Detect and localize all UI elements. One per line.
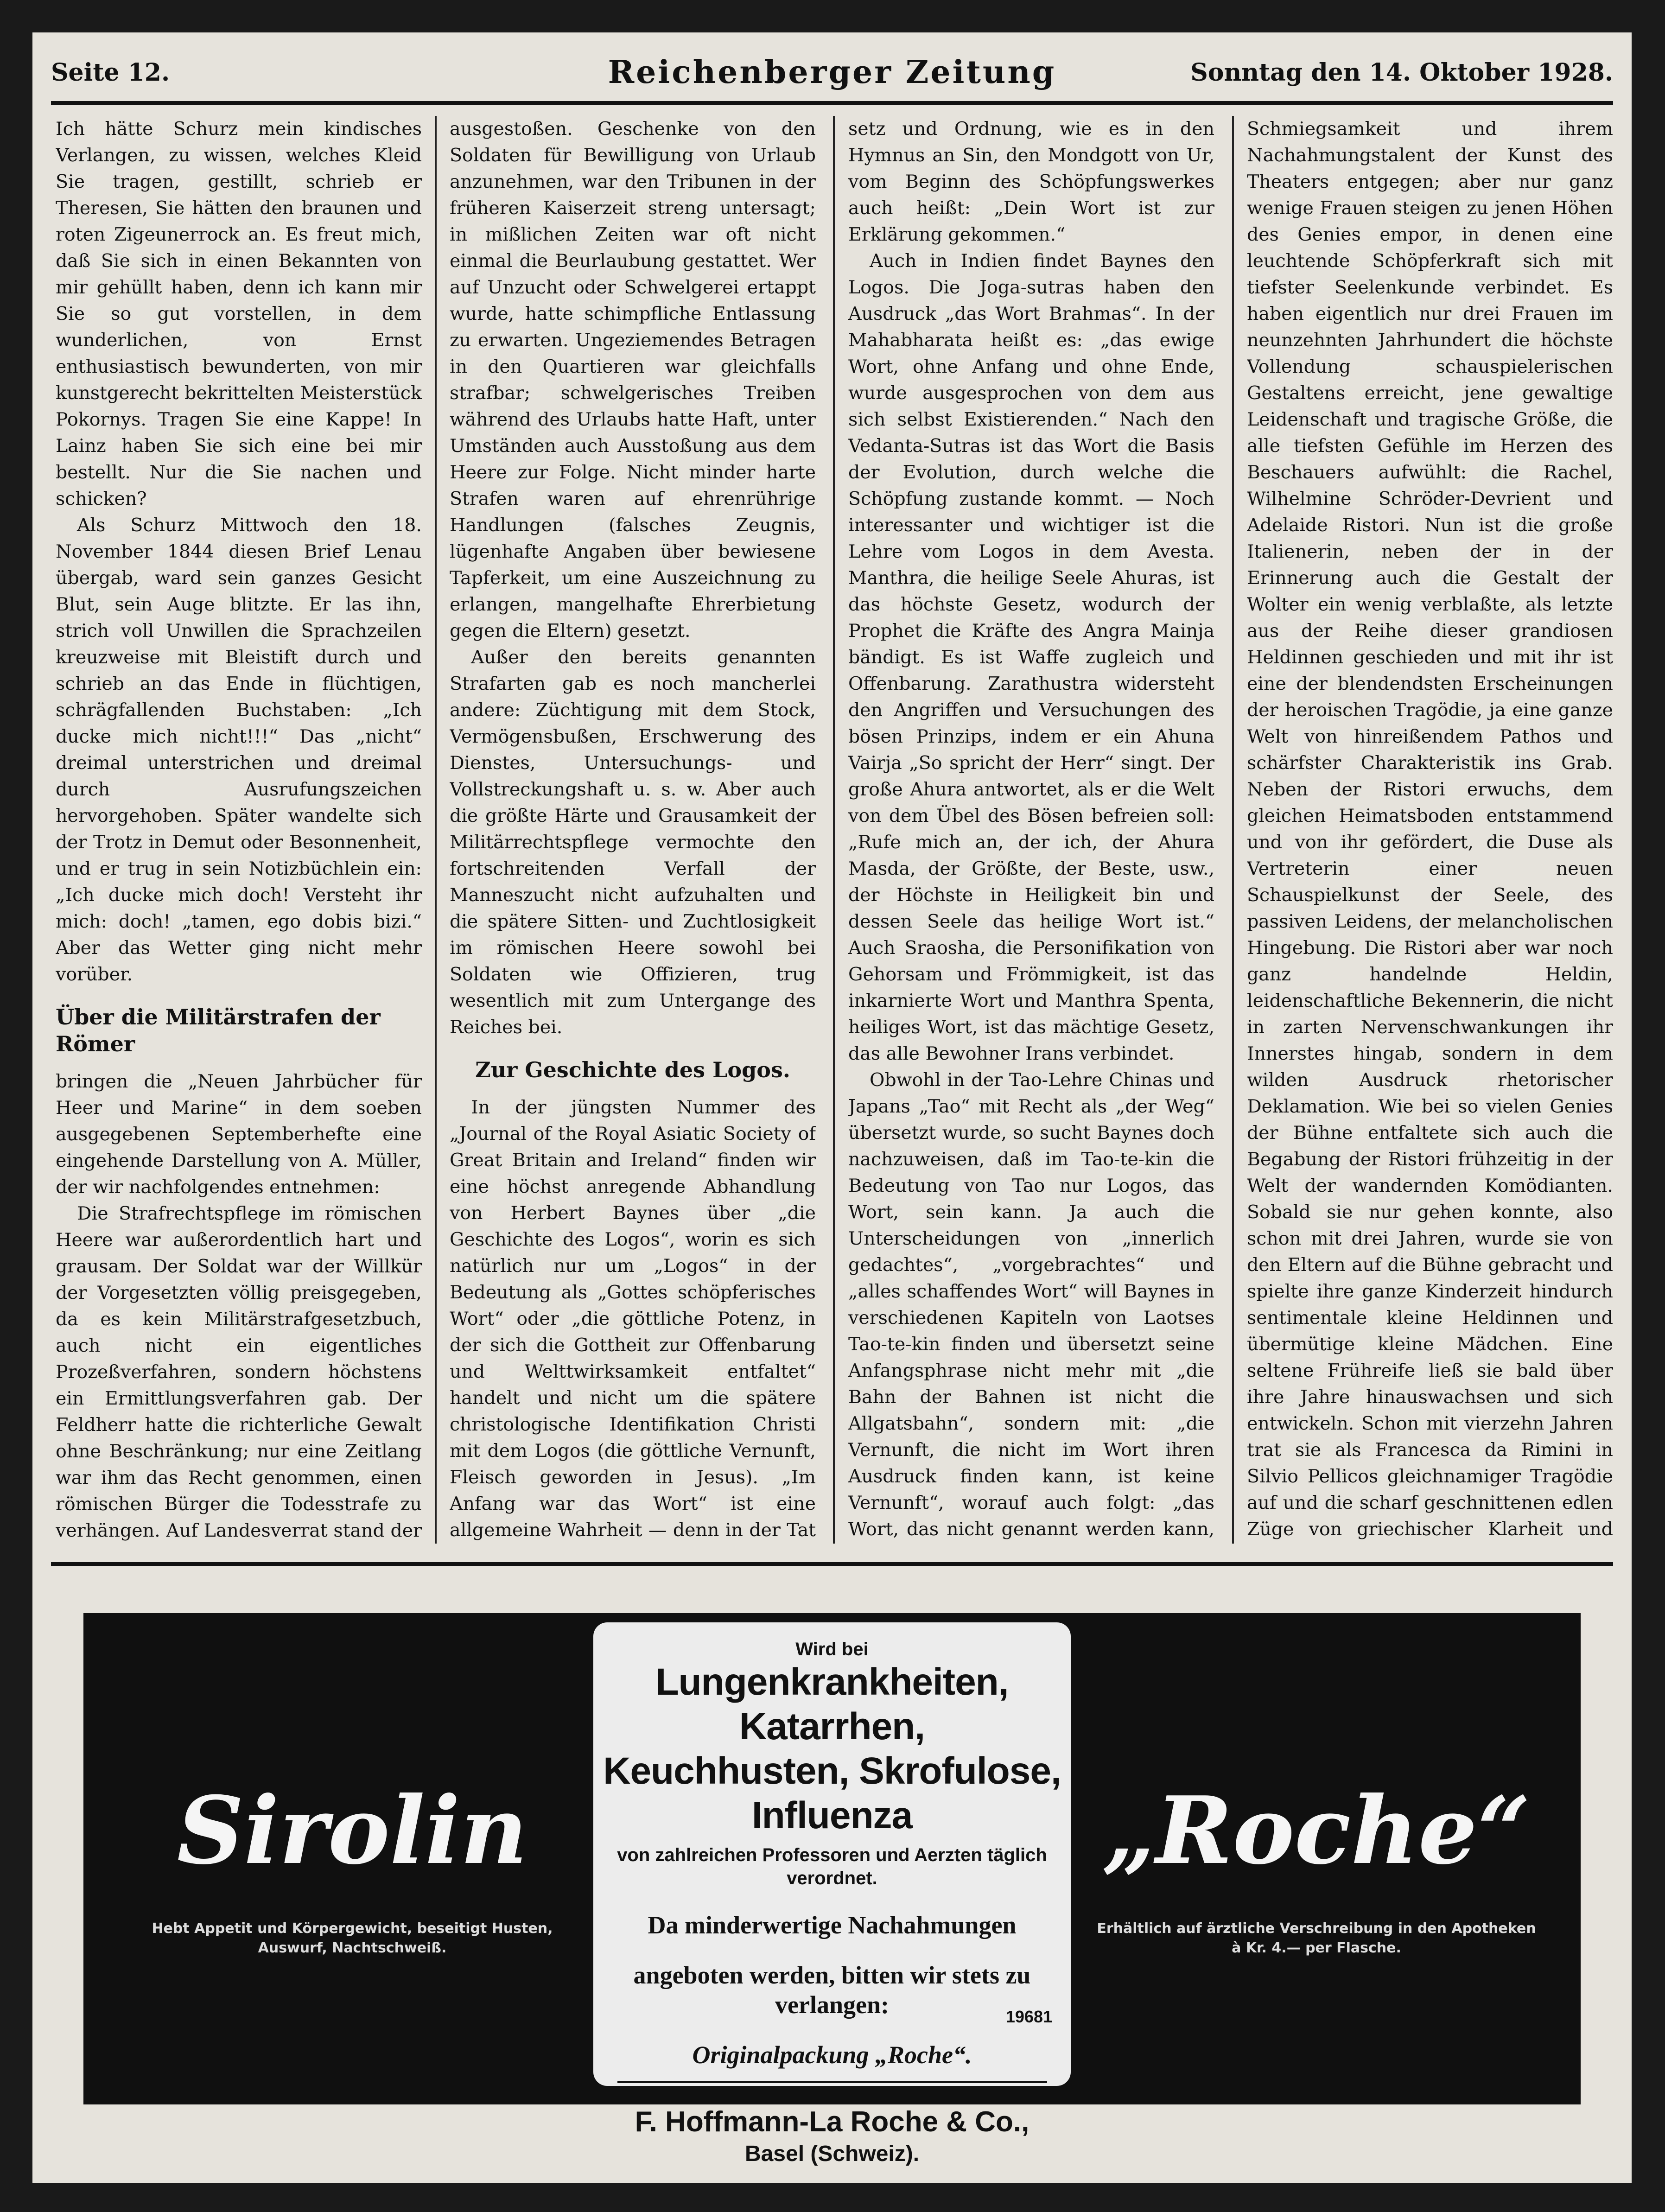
column-3 bbox=[848, 116, 1214, 1544]
ad-company: F. Hoffmann-La Roche & Co., bbox=[635, 2106, 1030, 2138]
roche-advertisement bbox=[83, 1613, 1581, 2166]
ad-diseases-line-2: Keuchhusten, Skrofulose, Influenza bbox=[603, 1750, 1061, 1837]
column-divider bbox=[833, 116, 835, 1544]
article-text: Ich hätte Schurz mein kindisches Verlangen, zu wissen, welches Kleid Sie tragen, gestillt, schrieb er Theresen, Sie hätten den braunen und roten Zigeunerrock an. Es freut mich, daß Sie sich in einen Bekannten von mir gehüllt haben, denn ich kann mir Sie so gut vorstellen, in dem wunderlichen, von Ernst enthusiastisch bewunderten, von mir kunstgerecht bekrittelten Meisterstück Pokornys. Tragen Sie eine Kappe! In Lainz haben Sie sich eine bei mir bestellt. Nur die Sie nachen und schicken? bbox=[56, 118, 422, 509]
sirolin-claim: Hebt Appetit und Körpergewicht, beseitigt Husten, Auswurf, Nachtschweiß. bbox=[152, 1920, 553, 1956]
article-text: Auch in Indien findet Baynes den Logos. Die Joga-sutras haben den Ausdruck „das Wort Brahmas“. In der Mahabharata heißt es: „das ewige Wort, ohne Anfang und ohne Ende, wurde ausgesprochen von dem aus sich selbst Existierenden.“ Nach den Vedanta-Sutras ist das Wort die Basis der Evolution, durch welche die Schöpfung zustande kommt. — Noch interessanter und wichtiger ist die Lehre vom Logos in dem Avesta. Manthra, die heilige Seele Ahuras, ist das höchste Gesetz, wodurch der Prophet die Kräfte des Angra Mainja bändigt. Es ist Waffe zugleich und Offenbarung. Zarathustra widersteht den Angriffen und Versuchungen des bösen Prinzips, indem er ein Ahuna Vairja „So spricht der Herr“ singt. Der große Ahura antwortet, als er die Welt von dem Übel des Bösen befreien soll: „Rufe mich an, der ich, der Ahura Masda, der Größte, der Beste, usw., der Höchste in Heiligkeit bin und dessen Seele das heilige Wort ist.“ Auch Sraosha, die Personifikation von Gehorsam und Frömmigkeit, ist das inkarnierte Wort und Manthra Spenta, heiliges Wort, ist das mächtige Gesetz, das alle Bewohner Irans verbindet. bbox=[848, 250, 1214, 1064]
article-heading: Über die Militärstrafen der Römer bbox=[56, 1004, 381, 1056]
article-text: Als Schurz Mittwoch den 18. November 1844 diesen Brief Lenau übergab, ward sein ganzes Gesicht Blut, sein Auge blitzte. Er las ihn, strich voll Unwillen die Sprachzeilen kreuzweise mit Bleistift durch und schrieb an das Ende in flüchtigen, schrägfallenden Buchstaben: „Ich ducke mich nicht!!!“ Das „nicht“ dreimal unterstrichen und dreimal durch Ausrufungszeichen hervorgehoben. Später wandelte sich der Trotz in Demut oder Besonnenheit, und er trug in sein Notizbüchlein ein: „Ich ducke mich doch! Versteht ihr mich: doch! „tamen, ego dobis bizi.“ Aber das Wetter ging nicht mehr vorüber. bbox=[56, 515, 422, 985]
ad-intro: Wird bei bbox=[795, 1639, 869, 1659]
ad-city: Basel (Schweiz). bbox=[744, 2142, 920, 2166]
column-divider bbox=[1232, 116, 1234, 1544]
content-bottom-rule bbox=[51, 1562, 1613, 1566]
article-text: In der jüngsten Nummer des „Journal of the Royal Asiatic Society of Great Britain and Ireland“ finden wir eine höchst anregende Abhandlung von Herbert Baynes über „die Geschichte des Logos“, worin es sich natürlich nur um „Logos“ in der Bedeutung als „Gottes schöpferisches Wort“ oder „die göttliche Potenz, in der sich die Gottheit zur Offenbarung und Welttwirksamkeit entfaltet“ handelt und nicht um die spätere christologische Identifikation Christi mit dem Logos (die göttliche Vernunft, Fleisch geworden in Jesus). „Im Anfang war das Wort“ ist eine allgemeine Wahrheit — denn in der Tat bbox=[450, 1097, 816, 1541]
header-rule bbox=[51, 101, 1613, 105]
article-text: Außer den bereits genannten Strafarten gab es noch mancherlei andere: Züchtigung mit dem Stock, Vermögensbußen, Erschwerung des Dienstes, Untersuchungs- und Vollstreckungshaft u. s. w. Aber auch die größte Härte und Grausamkeit der Militärrechtspflege vermochte den fortschreitenden Verfall der Manneszucht nicht aufzuhalten und die spätere Sitten- und Zuchtlosigkeit im römischen Heere sowohl bei Soldaten wie Offizieren, trug wesentlich mit zum Untergange des Reiches bei. bbox=[450, 647, 816, 1038]
article-text: setz und Ordnung, wie es in den Hymnus an Sin, den Mondgott von Ur, vom Beginn des Schöpfungswerkes auch heißt: „Dein Wort ist zur Erklärung gekommen.“ bbox=[848, 118, 1214, 245]
ad-diseases-line-1: Lungenkrankheiten, Katarrhen, bbox=[655, 1661, 1009, 1748]
newspaper-page bbox=[32, 32, 1632, 2183]
column-4 bbox=[1247, 116, 1613, 1544]
ad-center-panel bbox=[593, 1622, 1071, 2166]
sirolin-brand: Sirolin bbox=[177, 1776, 528, 1885]
column-2 bbox=[450, 116, 816, 1544]
ad-right-panel bbox=[1075, 1641, 1557, 2077]
article-text: bringen die „Neuen Jahrbücher für Heer und Marine“ in dem soeben ausgegebenen Septemberhefte eine eingehende Darstellung von A. Müller, der wir nachfolgendes entnehmen: bbox=[56, 1071, 422, 1198]
column-1 bbox=[56, 116, 422, 1544]
article-text: ausgestoßen. Geschenke von den Soldaten für Bewilligung von Urlaub anzunehmen, war den Tribunen in der früheren Kaiserzeit streng untersagt; in mißlichen Zeiten war oft nicht einmal die Beurlaubung gestattet. Wer auf Unzucht oder Schwelgerei ertappt wurde, hatte schimpfliche Entlassung zu erwarten. Ungeziemendes Betragen in den Quartieren war gleichfalls strafbar; schwelgerisches Treiben während des Urlaubs hatte Haft, unter Umständen auch Ausstoßung aus dem Heere zur Folge. Nicht minder harte Strafen waren auf ehrenrührige Handlungen (falsches Zeugnis, lügenhafte Angaben über bewiesene Tapferkeit, um eine Auszeichnung zu erlangen, mangelhafte Ehrerbietung gegen die Eltern) gesetzt. bbox=[450, 118, 816, 642]
page-number: Seite 12. bbox=[51, 58, 170, 87]
ad-warning-line-2: angeboten werden, bitten wir stets zu verlangen: bbox=[633, 1961, 1031, 2019]
ad-left-panel bbox=[107, 1641, 598, 2077]
ad-recommendation: von zahlreichen Professoren und Aerzten täglich verordnet. bbox=[617, 1845, 1047, 1888]
newspaper-title: Reichenberger Zeitung bbox=[608, 54, 1056, 91]
page-header bbox=[51, 49, 1613, 105]
ad-warning-line-3: Originalpackung „Roche“. bbox=[692, 2041, 972, 2069]
roche-availability: Erhältlich auf ärztliche Verschreibung in den Apotheken à Kr. 4.— per Flasche. bbox=[1097, 1920, 1536, 1956]
article-text: Schmiegsamkeit und ihrem Nachahmungstalent der Kunst des Theaters entgegen; aber nur ganz wenige Frauen steigen zu jenen Höhen des Genies empor, in denen eine leuchtende Schöpferkraft sich mit tiefster Seelenkunde verbindet. Es haben eigentlich nur drei Frauen im neunzehnten Jahrhundert die höchste Vollendung schauspielerischen Gestaltens erreicht, jene gewaltige Leidenschaft und tragische Größe, die alle tiefsten Gefühle im Herzen des Beschauers aufwühlt: die Rachel, Wilhelmine Schröder-Devrient und Adelaide Ristori. Nun ist die große Italienerin, neben der in der Erinnerung auch die Gestalt der Wolter ein wenig verblaßte, als letzte aus der Reihe dieser grandiosen Heldinnen geschieden und mit ihr ist eine der blendendsten Erscheinungen der heroischen Tragödie, ja eine ganze Welt von hinreißendem Pathos und schärfster Charakteristik ins Grab. Neben der Ristori erwuchs, dem gleichen Heimatsboden entstammend und von ihr gefördert, die Duse als Vertreterin einer neuen Schauspielkunst der Seele, des passiven Leidens, der melancholischen Hingebung. Die Ristori aber war noch ganz handelnde Heldin, leidenschaftliche Bekennerin, die nicht in zarten Nervenschwankungen ihr Innerstes hingab, sondern in dem wilden Ausdruck rhetorischer Deklamation. Wie bei so vielen Genies der Bühne entfaltete sich auch die Begabung der Ristori frühzeitig in der Welt der wandernden Komödianten. Sobald sie nur gehen konnte, also schon mit drei Jahren, wurde sie von den Eltern auf die Bühne gebracht und spielte ihre ganze Kinderzeit hindurch sentimentale kleine Heldinnen und übermütige kleine Mädchen. Eine seltene Frühreife ließ sie bald über ihre Jahre hinauswachsen und sich entwickeln. Schon mit vierzehn Jahren trat sie als Francesca da Rimini in Silvio Pellicos gleichnamiger Tragödie auf und die scharf geschnittenen edlen Züge von griechischer Klarheit und bbox=[1247, 118, 1613, 1540]
article-text: Die Strafrechtspflege im römischen Heere war außerordentlich hart und grausam. Der Soldat war der Willkür der Vorgesetzten völlig preisgegeben, da es kein Militärstrafgesetzbuch, auch nicht ein eigentliches Prozeßverfahren, sondern höchstens ein Ermittlungsverfahren gab. Der Feldherr hatte die richterliche Gewalt ohne Beschränkung; nur eine Zeitlang war ihm das Recht genommen, einen römischen Bürger die Todesstrafe zu verhängen. Auf Landesverrat stand der bbox=[56, 1203, 422, 1541]
article-heading: Zur Geschichte des Logos. bbox=[475, 1057, 790, 1082]
ad-number: 19681 bbox=[1005, 2007, 1052, 2026]
roche-brand: „Roche“ bbox=[1102, 1776, 1531, 1885]
issue-date: Sonntag den 14. Oktober 1928. bbox=[1190, 58, 1613, 87]
article-text: Obwohl in der Tao-Lehre Chinas und Japans „Tao“ mit Recht als „der Weg“ übersetzt wurde, so sucht Baynes doch nachzuweisen, daß im Tao-te-kin die Bedeutung von Tao nur Logos, das Wort, sein kann. Ja auch die Unterscheidungen von „innerlich gedachtes“, „vorgebrachtes“ und „alles schaffendes Wort“ will Baynes in verschiedenen Kapiteln von Laotses Tao-te-kin finden und übersetzt seine Anfangsphrase nicht mehr mit „die Bahn der Bahnen ist nicht die Allgatsbahn“, sondern mit: „die Vernunft, die nicht im Wort ihren Ausdruck finden kann, ist keine Vernunft“, worauf auch folgt: „das Wort, das nicht genannt werden kann, bbox=[848, 1069, 1214, 1540]
ad-rule bbox=[617, 2081, 1047, 2083]
ad-warning-line-1: Da minderwertige Nachahmungen bbox=[648, 1911, 1017, 1939]
column-divider bbox=[435, 116, 437, 1544]
